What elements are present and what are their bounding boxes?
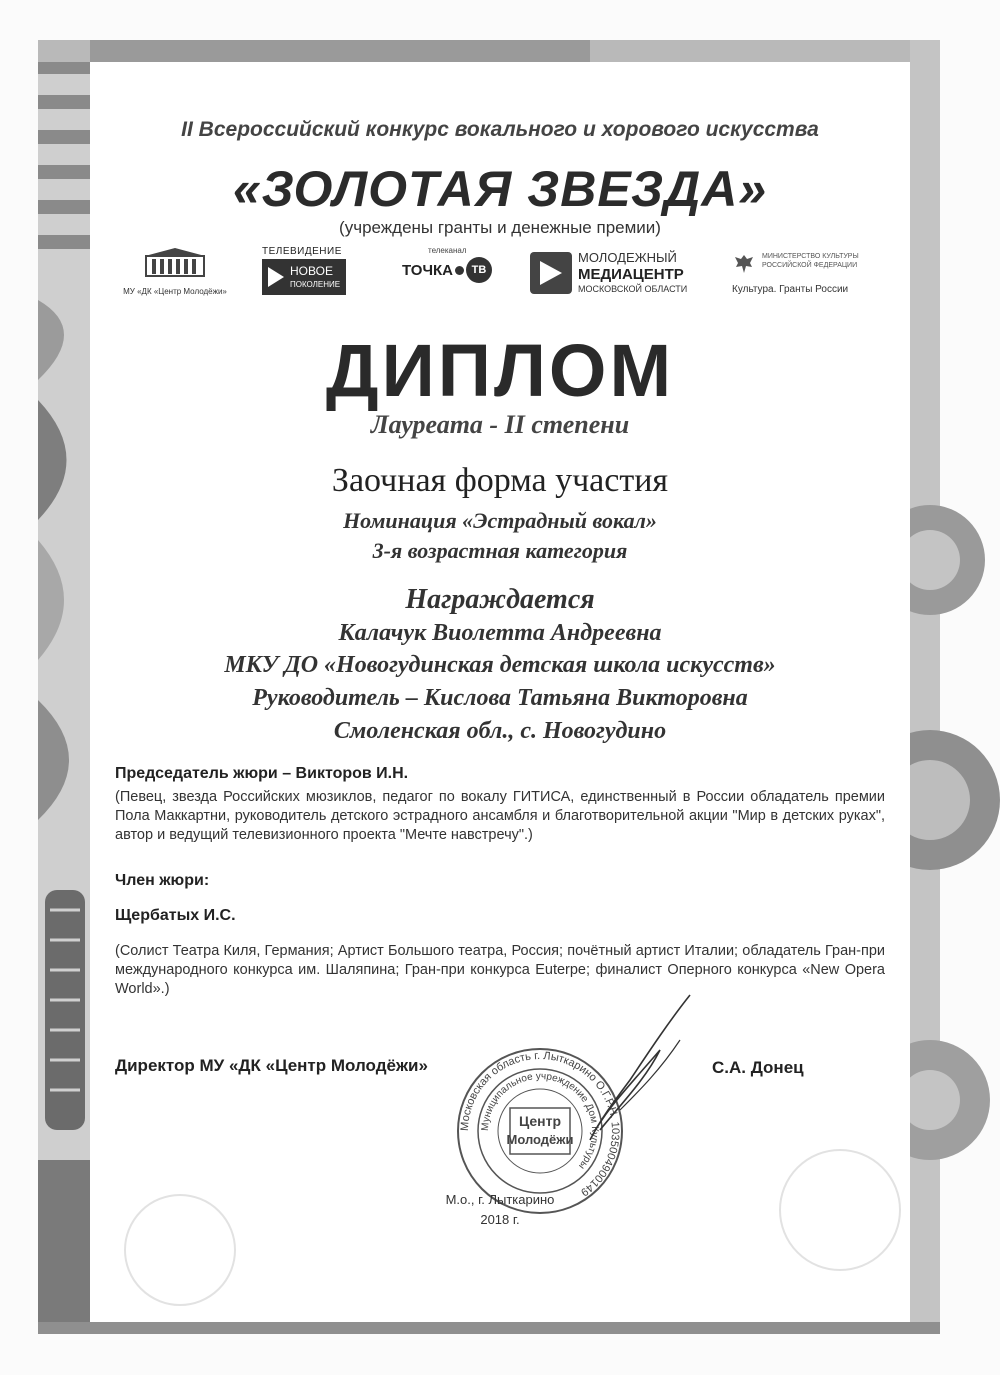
tochka-small-text: телеканал [428,246,467,255]
mediacenter-line2: МЕДИАЦЕНТР [578,266,684,283]
ministry-line: МИНИСТЕРСТВО КУЛЬТУРЫ РОССИЙСКОЙ ФЕДЕРАЦИИ [762,253,859,269]
play-icon [268,267,284,287]
institution-name: МКУ ДО «Новогудинская детская школа искусств» [224,652,776,678]
ministry-culture-logo [732,246,882,302]
supervisor-name: Руководитель – Кислова Татьяна Викторовна [252,685,748,711]
new-generation-tv-logo [262,246,352,302]
new-gen-box [262,259,346,295]
stamp-center-line2: Молодёжи [506,1132,574,1147]
diploma-title: ДИПЛОМ [325,329,675,412]
new-gen-top-text: ТЕЛЕВИДЕНИЕ [262,246,342,257]
recipient-name: Калачук Виолетта Андреевна [338,620,662,646]
mediacenter-line3: МОСКОВСКОЙ ОБЛАСТИ [578,284,688,294]
age-category: 3-я возрастная категория [372,538,628,563]
new-gen-word1: НОВОЕ [290,264,333,278]
laureate-degree: Лауреата - II степени [370,410,630,439]
partner-logos [120,246,880,302]
director-name: С.А. Донец [712,1058,804,1077]
jury-member-name: Щербатых И.С. [115,907,236,924]
jury-chair: Председатель жюри – Викторов И.Н. [115,765,409,782]
year: 2018 г. [480,1212,520,1227]
director-title: Директор МУ «ДК «Центр Молодёжи» [115,1056,428,1075]
nomination: Номинация «Эстрадный вокал» [343,508,657,533]
dk-logo [120,246,230,302]
grants-note: (учреждены гранты и денежные премии) [339,218,661,237]
director-signature [560,990,710,1150]
mediacenter-logo [530,246,690,302]
dot-icon [455,266,464,275]
awarded-label: Награждается [405,584,595,615]
tochka-tv-logo [402,246,502,302]
jury-member-label: Член жюри: [115,872,210,889]
place: М.о., г. Лыткарино [445,1192,555,1207]
recipient-location: Смоленская обл., с. Новогудино [333,718,667,744]
jury-chair-description: (Певец, звезда Российских мюзиклов, педагог по вокалу ГИТИСА, единственный в России обладатель премии Пола Маккартни, руководитель детского эстрадного ансамбля и благотворительной акции "Мир в детских руках", автор и ведущий телевизионного проекта "Мечте навстречу".) [115,789,885,843]
stamp-outer-text: Московская область г. Лыткарино О.Г.Р.Н. 1035004900149 [458,1049,622,1199]
contest-title: «ЗОЛОТАЯ ЗВЕЗДА» [232,161,768,217]
stamp-center-line1: Центр [518,1113,562,1129]
tochka-main-text: ТОЧКА [402,261,453,279]
mediacenter-play-icon [530,252,572,294]
tochka-tv-badge: ТВ [466,257,492,283]
stamp-inner-text: Муниципальное учреждение Дом Культуры [479,1070,601,1172]
new-gen-word2: ПОКОЛЕНИЕ [290,280,341,289]
eagle-emblem-icon [732,252,756,276]
building-icon [140,246,210,278]
dk-logo-caption: МУ «ДК «Центр Молодёжи» [123,287,227,296]
contest-subtitle: II Всероссийский конкурс вокального и хорового искусства [181,118,819,141]
mediacenter-line1: МОЛОДЕЖНЫЙ [578,250,677,265]
jury-member-description: (Солист Театра Киля, Германия; Артист Большого театра, Россия; почётный артист Италии; обладатель Гран-при международного конкурса им. Шаляпина; Гран-при конкурса Euterpe; финалист Оперного конкурса «New Opera World».) [115,943,885,997]
participation-form: Заочная форма участия [331,462,669,499]
ministry-caption: Культура. Гранты России [732,284,849,295]
